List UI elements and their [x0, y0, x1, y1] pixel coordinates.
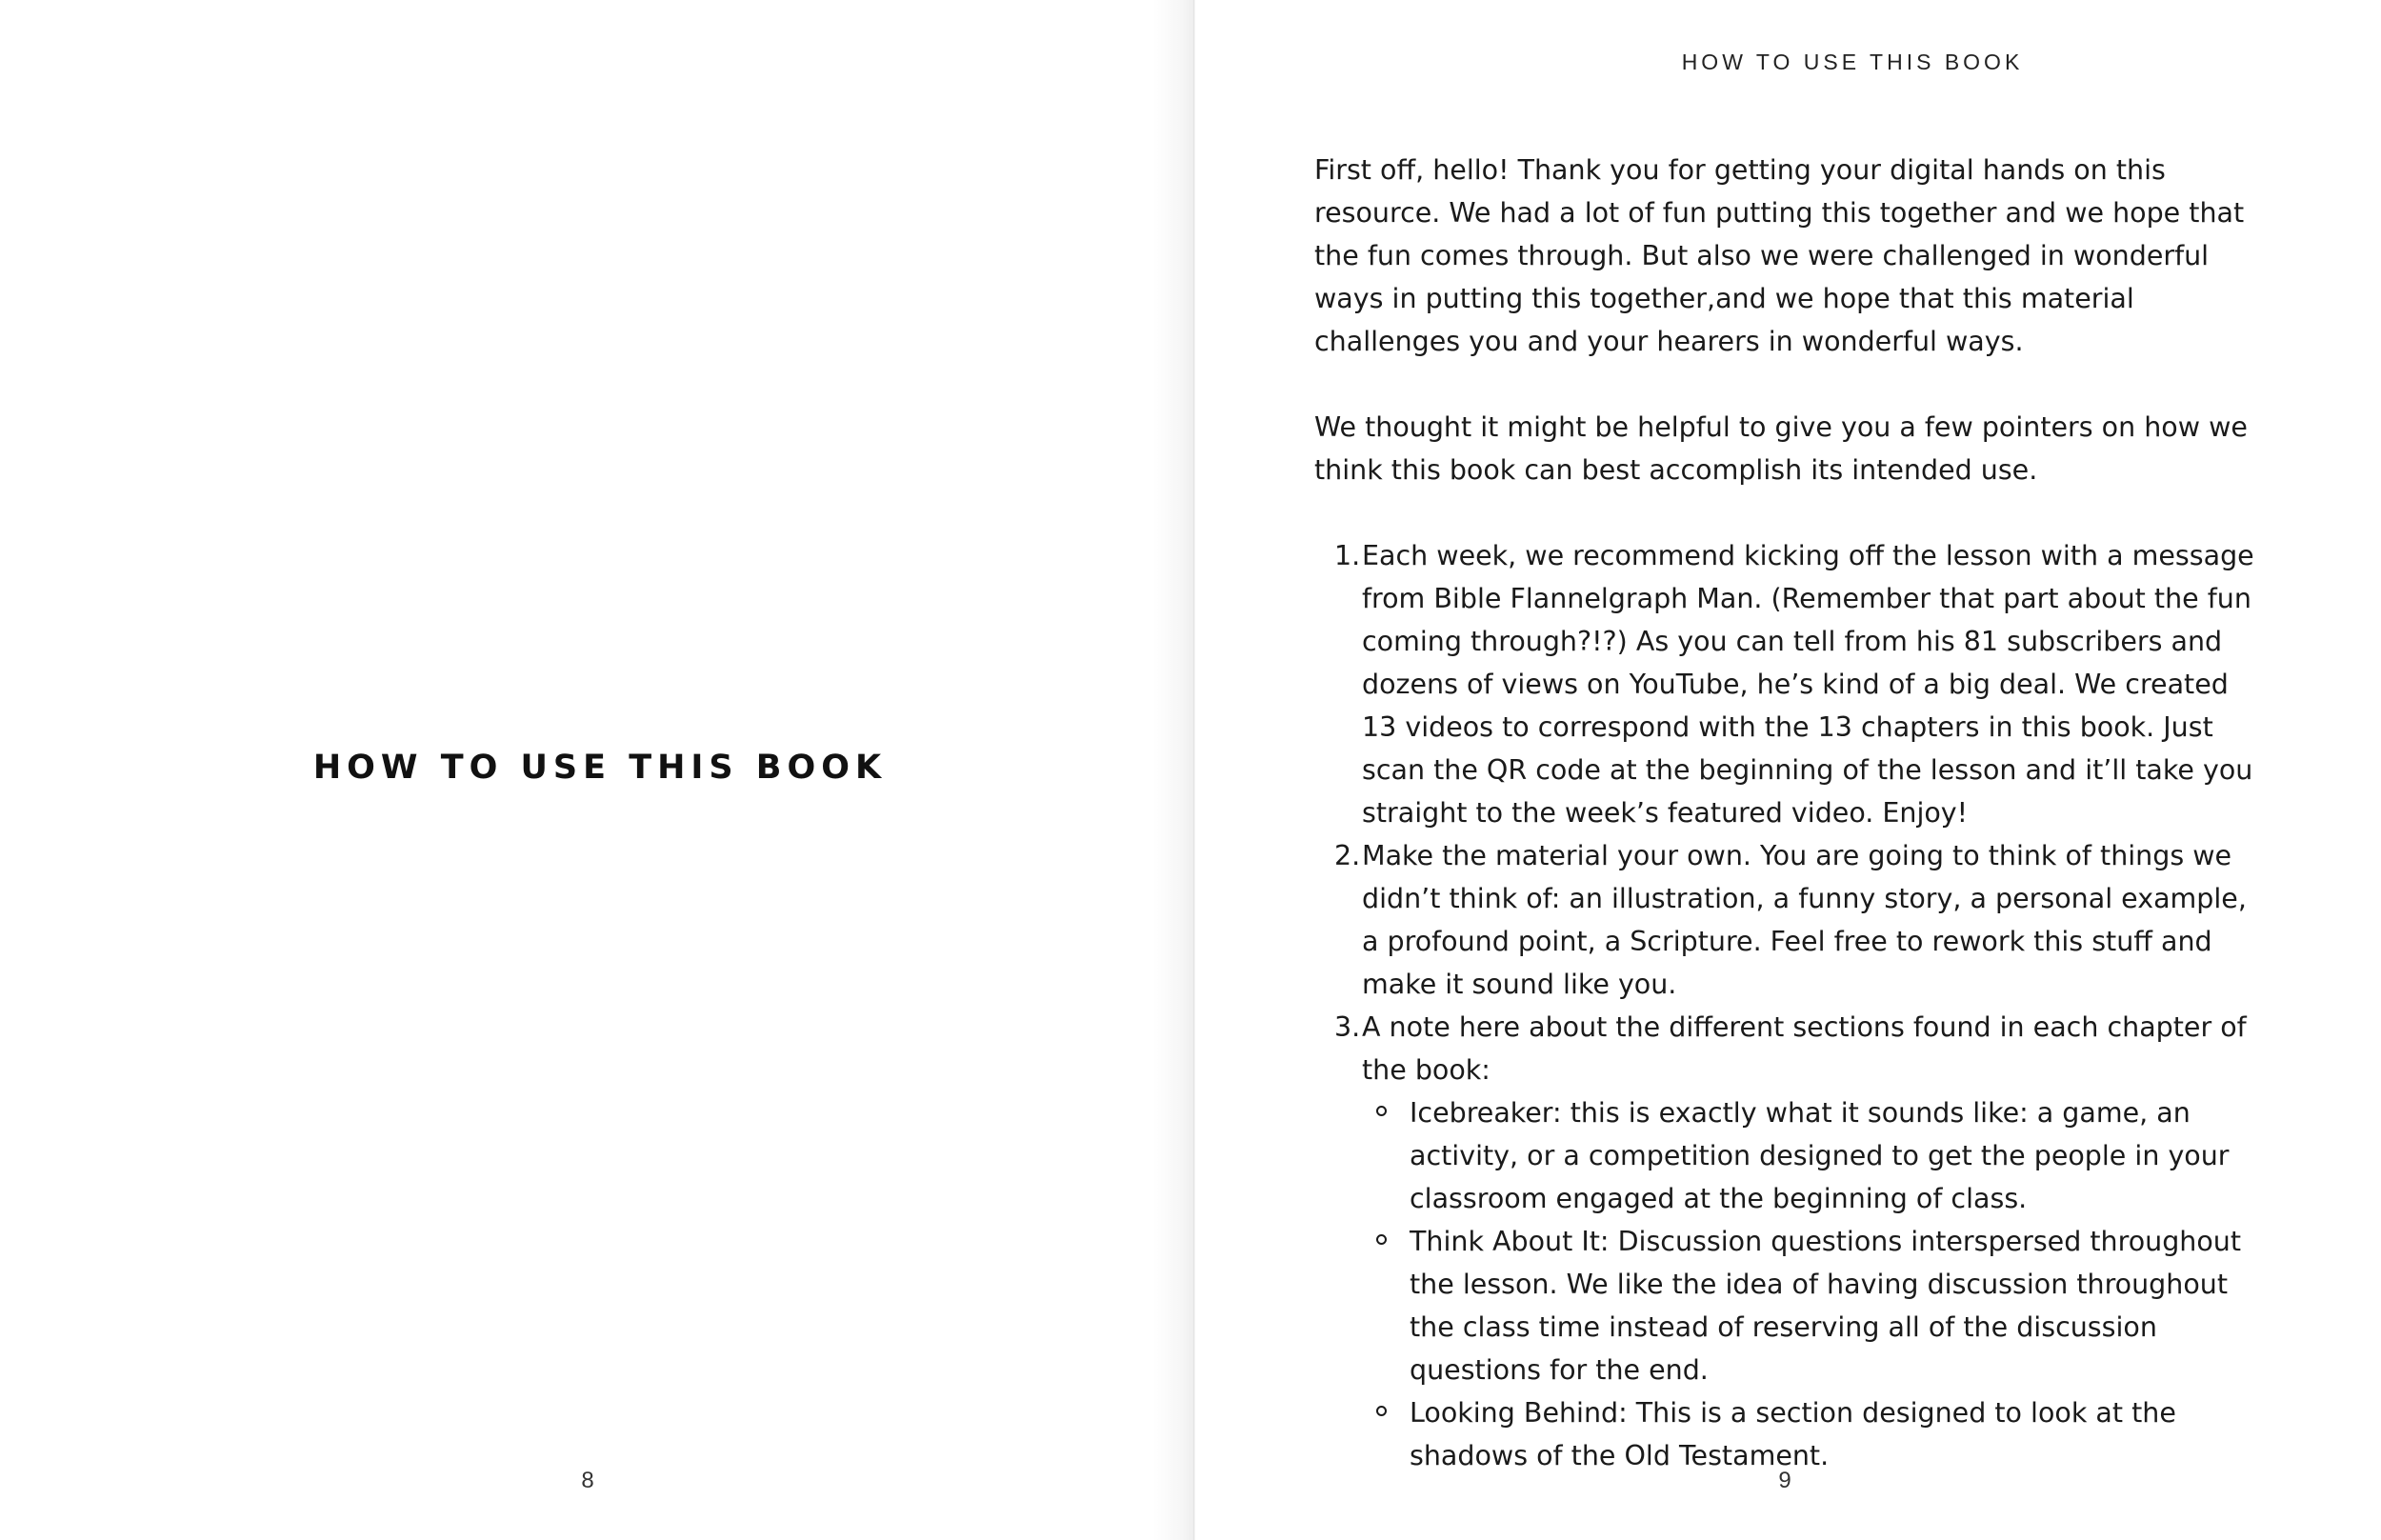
left-page: [0, 0, 1190, 1540]
list-item-text: Make the material your own. You are going to think of things we didn’t think of: an illustration, a funny story, a personal example, a profound point, a Scripture. Feel free to rework this stuff and make it sound like you.: [1362, 840, 2247, 1000]
page-number-right: 9: [1778, 1468, 1791, 1493]
section-text: Looking Behind: This is a section designed to look at the shadows of the Old Testament.: [1410, 1397, 2176, 1471]
pointers-intro-paragraph: We thought it might be helpful to give you a few pointers on how we think this book can best accomplish its intended use.: [1314, 411, 2248, 486]
sections-list: [1362, 1091, 2267, 1477]
page-number-left: 8: [581, 1468, 594, 1493]
list-item: [1334, 834, 2267, 1006]
list-item: [1410, 1091, 2267, 1220]
section-text: Icebreaker: this is exactly what it sounds like: a game, an activity, or a competition designed to get the people in your classroom engaged at the beginning of class.: [1410, 1097, 2230, 1214]
list-item-text: A note here about the different sections found in each chapter of the book:: [1362, 1011, 2247, 1086]
list-item-text: Each week, we recommend kicking off the lesson with a message from Bible Flannelgraph Man. (Remember that part about the fun coming through?!?) As you can tell from his 81 subscribers and dozens of views on YouTube, he’s kind of a big deal. We created 13 videos to correspond with the 13 chapters in this book. Just scan the QR code at the beginning of the lesson and it’ll take you straight to the week’s featured video. Enjoy!: [1362, 540, 2254, 829]
list-item: [1410, 1391, 2267, 1477]
intro-paragraph: First off, hello! Thank you for getting your digital hands on this resource. We had a lot of fun putting this together and we hope that the fun comes through. But also we were challenged in wonderful ways in putting this together,and we hope that this material challenges you and your hearers in wonderful ways.: [1314, 154, 2245, 357]
right-page: [1190, 0, 2381, 1540]
pointers-list: [1314, 534, 2267, 1477]
list-item: [1334, 1006, 2267, 1477]
list-number: 1.: [1334, 540, 1361, 571]
circle-bullet-icon: [1376, 1406, 1387, 1416]
list-number: 3.: [1334, 1011, 1361, 1043]
running-header: HOW TO USE THIS BOOK: [1681, 50, 2024, 74]
list-item: [1410, 1220, 2267, 1391]
chapter-title: HOW TO USE THIS BOOK: [312, 749, 888, 787]
circle-bullet-icon: [1376, 1234, 1387, 1245]
list-item: [1334, 534, 2267, 834]
body-text: [1314, 149, 2267, 1477]
list-number: 2.: [1334, 840, 1361, 871]
circle-bullet-icon: [1376, 1106, 1387, 1116]
section-text: Think About It: Discussion questions interspersed throughout the lesson. We like the idea of having discussion throughout the class time instead of reserving all of the discussion questions for the end.: [1410, 1226, 2242, 1386]
